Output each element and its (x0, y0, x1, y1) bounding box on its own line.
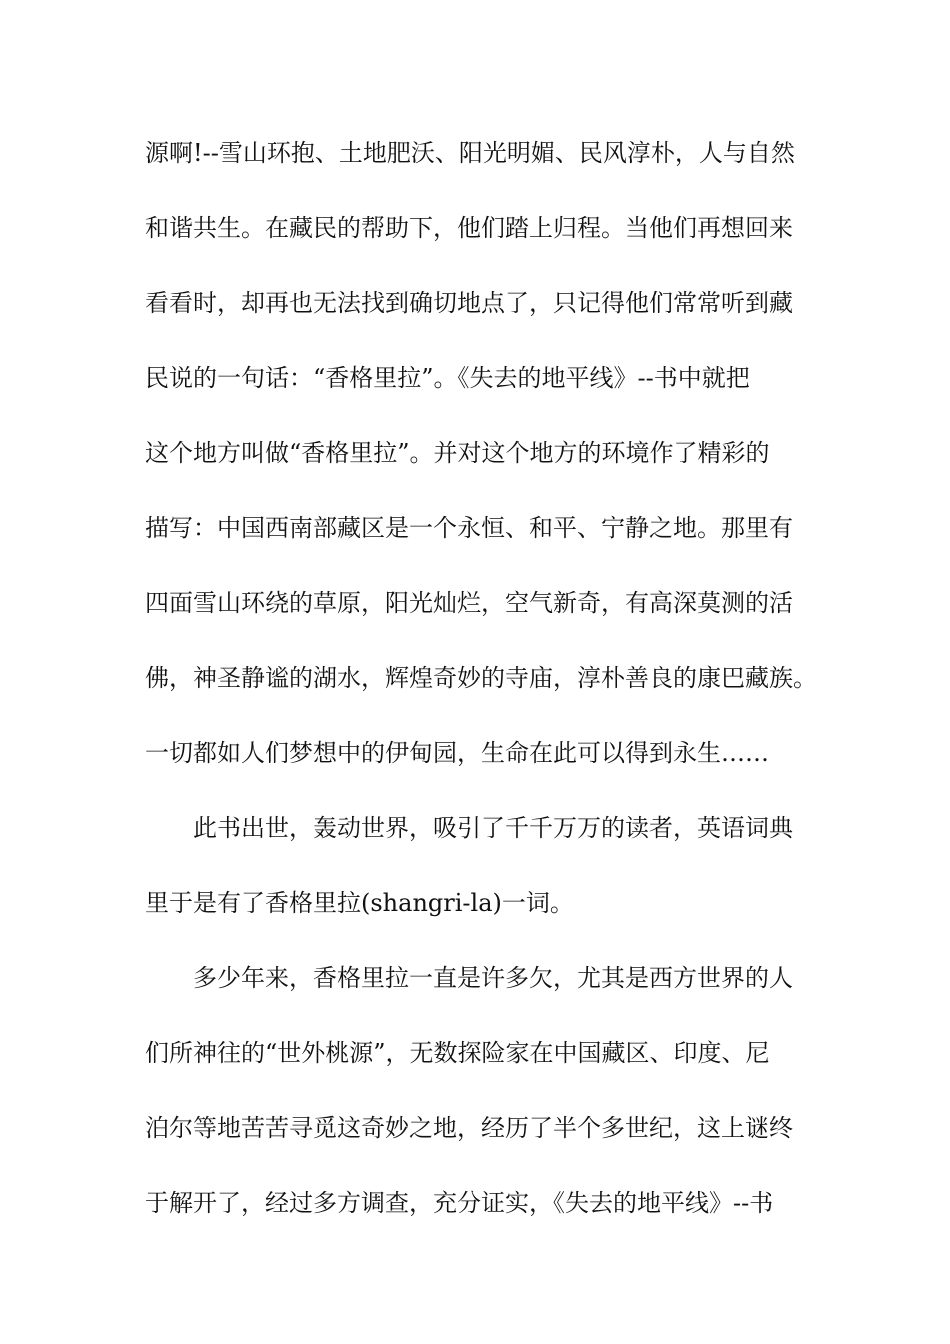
text-line: 和谐共生。在藏民的帮助下，他们踏上归程。当他们再想回来 (145, 214, 793, 242)
paragraph-first-line: 此书出世，轰动世界，吸引了千千万万的读者，英语词典 (193, 814, 793, 842)
text-line: 于解开了，经过多方调查，充分证实，《失去的地平线》--书 (145, 1189, 774, 1217)
text-line: 泊尔等地苦苦寻觅这奇妙之地，经历了半个多世纪，这上谜终 (145, 1114, 793, 1142)
text-line: 佛，神圣静谧的湖水，辉煌奇妙的寺庙，淳朴善良的康巴藏族。 (145, 664, 817, 692)
text-line: 看看时，却再也无法找到确切地点了，只记得他们常常听到藏 (145, 289, 793, 317)
text-line: 这个地方叫做“香格里拉”。并对这个地方的环境作了精彩的 (145, 439, 770, 467)
text-line: 描写：中国西南部藏区是一个永恒、和平、宁静之地。那里有 (145, 514, 793, 542)
text-line: 们所神往的“世外桃源”，无数探险家在中国藏区、印度、尼 (145, 1039, 770, 1067)
paragraph-first-line: 多少年来，香格里拉一直是许多欠，尤其是西方世界的人 (193, 964, 793, 992)
text-line: 民说的一句话：“香格里拉”。《失去的地平线》--书中就把 (145, 364, 750, 392)
text-line: 一切都如人们梦想中的伊甸园，生命在此可以得到永生…… (145, 739, 769, 767)
text-line: 四面雪山环绕的草原，阳光灿烂，空气新奇，有高深莫测的活 (145, 589, 793, 617)
text-line: 源啊!--雪山环抱、土地肥沃、阳光明媚、民风淳朴，人与自然 (145, 139, 795, 167)
text-line: 里于是有了香格里拉(shangri-la)一词。 (145, 889, 574, 917)
